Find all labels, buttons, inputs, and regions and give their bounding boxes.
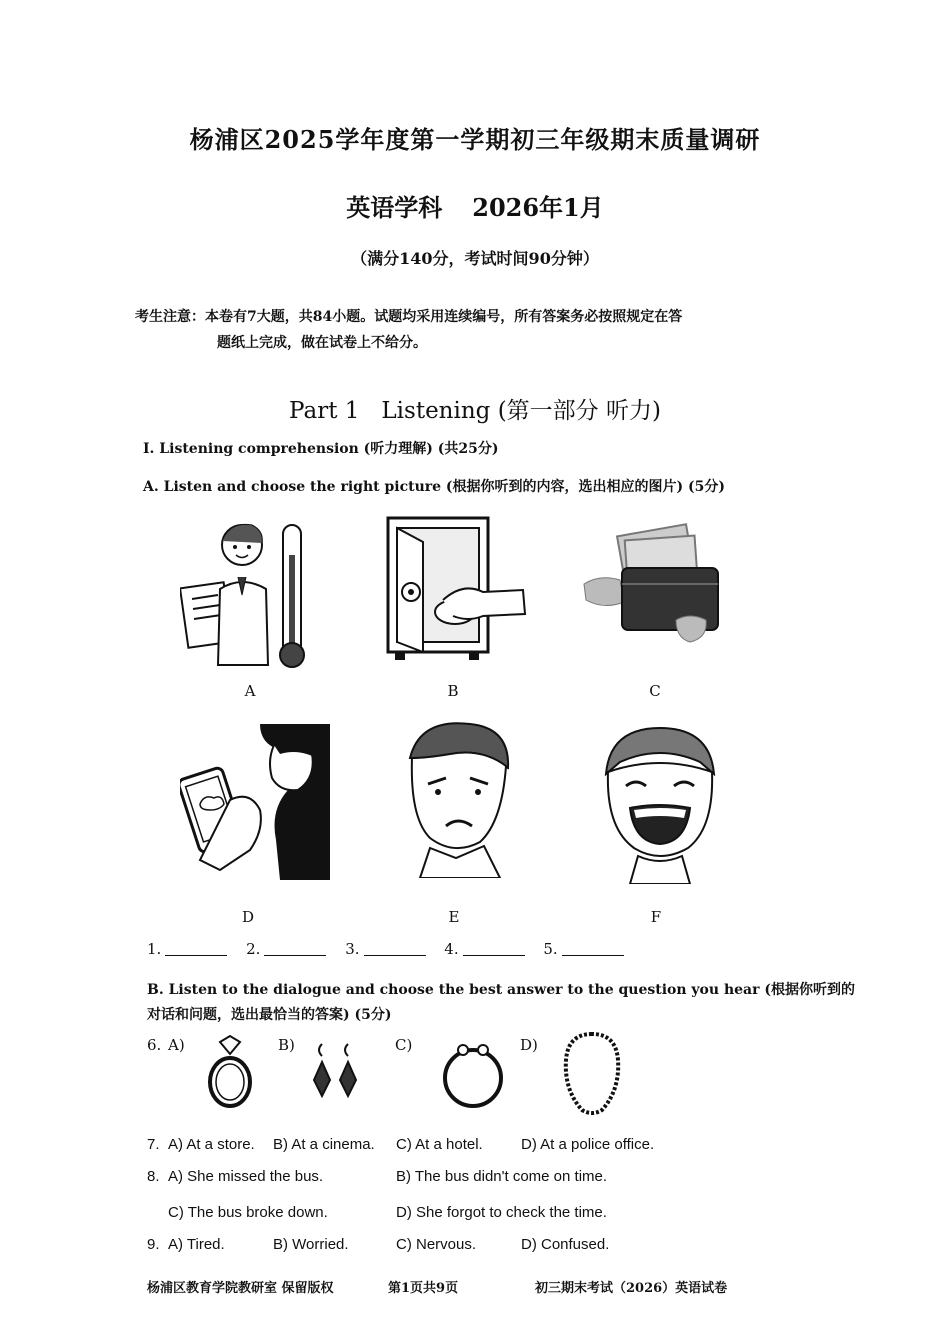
subject: 英语学科 (346, 193, 443, 222)
necklace-icon (562, 1030, 622, 1116)
doctor-thermometer-icon (180, 515, 330, 675)
section-b-title-line-1: B. Listen to the dialogue and choose the best answer to the question you hear (根据你听到的 (147, 982, 855, 998)
blank-4[interactable]: 4. (444, 940, 524, 958)
blank-5[interactable]: 5. (543, 940, 623, 958)
worried-man-icon (390, 718, 540, 878)
picture-letter-c: C (649, 682, 661, 700)
footer-page-number: 第1页共9页 (388, 1281, 459, 1296)
q8-option-b[interactable]: B) The bus didn't come on time. (396, 1168, 608, 1185)
q9-number: 9. (147, 1236, 160, 1253)
blank-2[interactable]: 2. (246, 940, 326, 958)
earrings-icon (312, 1042, 362, 1102)
section-1-title: I. Listening comprehension (听力理解) (共25分) (143, 441, 499, 457)
laughing-man-icon (590, 724, 740, 884)
q9-option-d[interactable]: D) Confused. (521, 1236, 610, 1253)
q7-option-b[interactable]: B) At a cinema. (273, 1136, 375, 1153)
section-a-title: A. Listen and choose the right picture (根据你听到的内容，选出相应的图片) (5分) (143, 479, 726, 495)
blank-3[interactable]: 3. (345, 940, 425, 958)
bracelet-icon (441, 1040, 505, 1110)
q6-option-a[interactable]: A) (168, 1036, 185, 1054)
exam-date: 2026年1月 (472, 193, 604, 222)
part-number: Part 1 (289, 398, 360, 424)
q7-option-c[interactable]: C) At a hotel. (396, 1136, 483, 1153)
picture-letter-b: B (447, 682, 459, 700)
part-title: Listening (第一部分 听力) (381, 398, 661, 424)
safe-icon (383, 512, 533, 672)
phone-weather-icon (180, 720, 330, 880)
answer-blanks (147, 940, 638, 958)
footer-exam-name: 初三期末考试（2026）英语试卷 (535, 1281, 728, 1296)
notice-line-1: 考生注意：本卷有7大题，共84小题。试题均采用连续编号，所有答案务必按照规定在答 (135, 309, 683, 325)
q8-option-a[interactable]: A) She missed the bus. (168, 1168, 324, 1185)
q8-option-d[interactable]: D) She forgot to check the time. (396, 1204, 607, 1221)
notice-line-2: 题纸上完成，做在试卷上不给分。 (217, 335, 427, 351)
footer-copyright: 杨浦区教育学院教研室 保留版权 (147, 1281, 334, 1296)
exam-title: 杨浦区2025学年度第一学期初三年级期末质量调研 (189, 125, 761, 154)
q9-option-c[interactable]: C) Nervous. (396, 1236, 477, 1253)
q9-option-a[interactable]: A) Tired. (168, 1236, 225, 1253)
wallet-money-icon (580, 520, 730, 680)
blank-1[interactable]: 1. (147, 940, 227, 958)
q7-option-d[interactable]: D) At a police office. (521, 1136, 655, 1153)
q7-option-a[interactable]: A) At a store. (168, 1136, 255, 1153)
ring-icon (205, 1034, 255, 1110)
q6-option-b[interactable]: B) (278, 1036, 295, 1054)
q6-option-c[interactable]: C) (395, 1036, 413, 1054)
picture-letter-e: E (448, 908, 460, 926)
picture-letter-f: F (650, 908, 662, 926)
part-heading (0, 392, 950, 425)
q9-option-b[interactable]: B) Worried. (273, 1236, 349, 1253)
q7-number: 7. (147, 1136, 160, 1153)
q6-number: 6. (147, 1036, 162, 1054)
q8-option-c[interactable]: C) The bus broke down. (168, 1204, 328, 1221)
score-info: （满分140分，考试时间90分钟） (351, 249, 599, 268)
exam-notice (135, 304, 795, 356)
subject-line (0, 188, 950, 223)
q8-number: 8. (147, 1168, 160, 1185)
section-b-title-line-2: 对话和问题，选出最恰当的答案) (5分) (147, 1007, 392, 1023)
q6-option-d[interactable]: D) (520, 1036, 538, 1054)
picture-letter-d: D (241, 908, 255, 926)
picture-letter-a: A (244, 682, 256, 700)
